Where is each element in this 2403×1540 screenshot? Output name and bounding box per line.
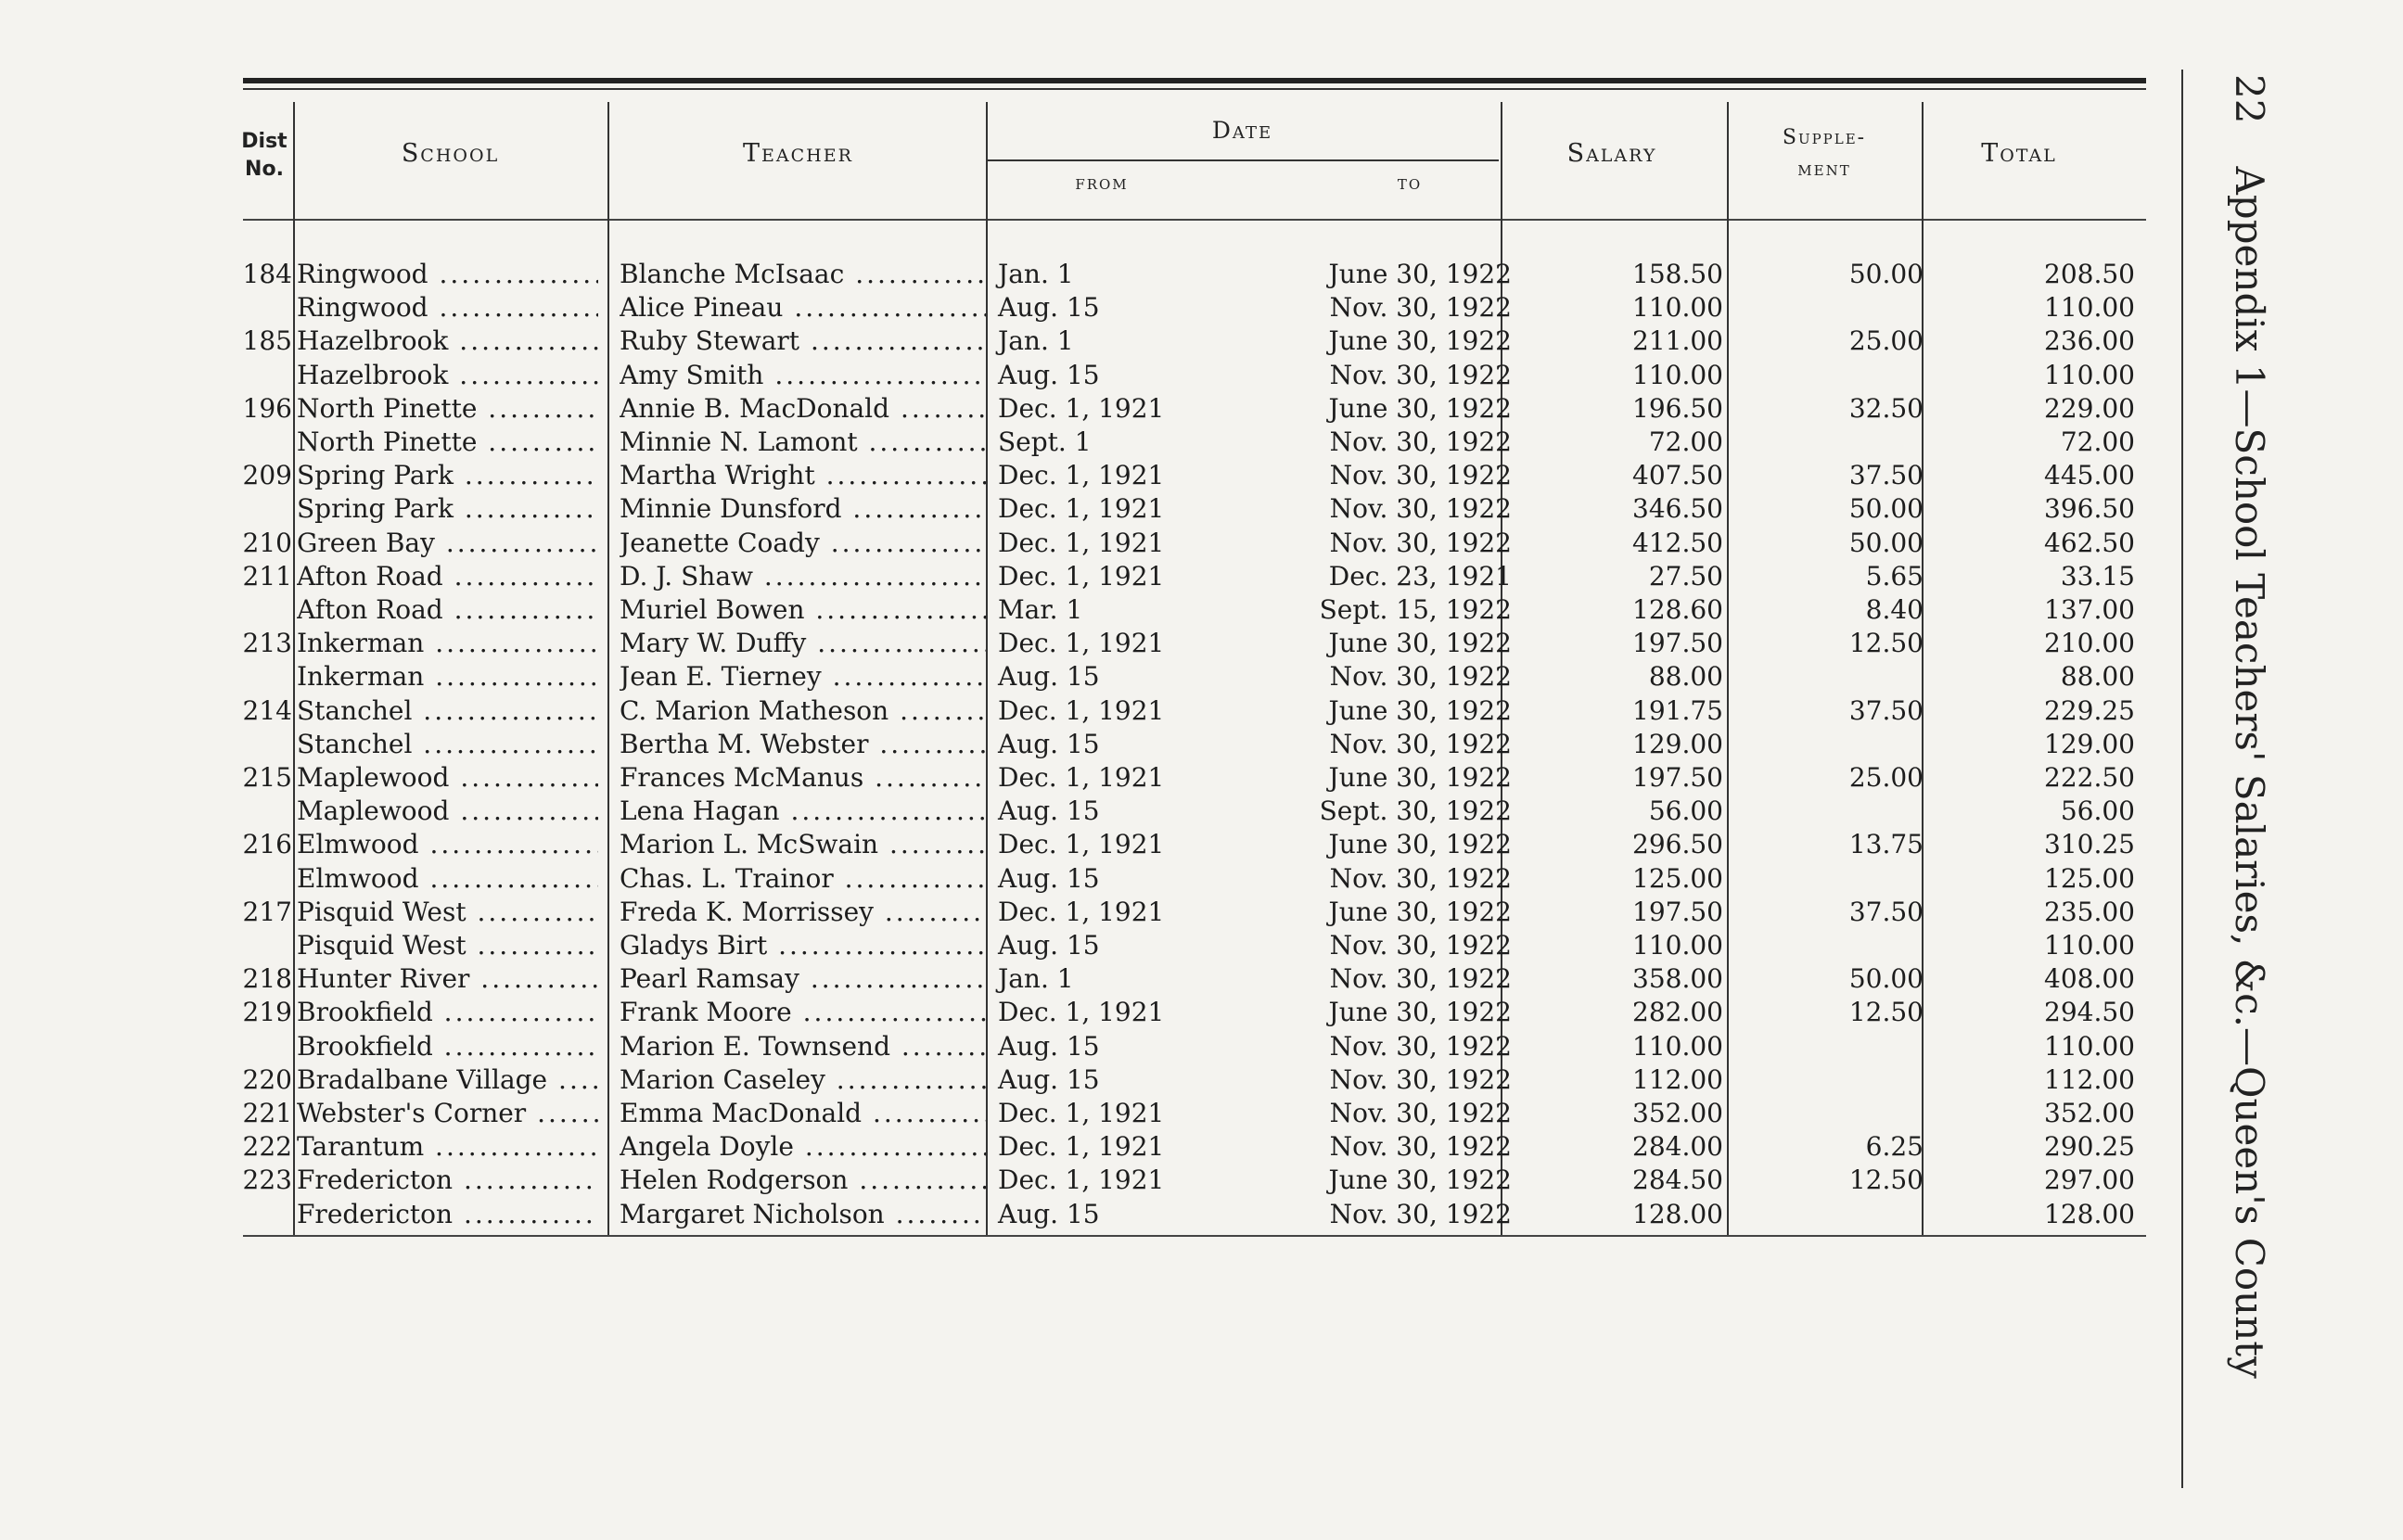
school-cell: Inkerman ..... xyxy=(297,627,598,660)
table-row xyxy=(0,560,2226,593)
total-cell: 128.00 xyxy=(2044,1198,2135,1229)
table-row xyxy=(0,728,2226,761)
school-cell: Tarantum ..... xyxy=(297,1130,598,1164)
total-cell: 229.00 xyxy=(2044,392,2135,424)
salary-cell: 197.50 xyxy=(1632,762,1723,793)
date-from-cell: Dec. 1, 1921 xyxy=(998,1131,1165,1163)
supplement-cell: 13.75 xyxy=(1848,829,1924,860)
total-cell: 294.50 xyxy=(2044,997,2135,1028)
school-cell: North Pinette ..... xyxy=(297,426,598,459)
school-cell: Brookfield ..... xyxy=(297,1030,598,1063)
teacher-cell: Mary W. Duffy ..... xyxy=(620,627,986,660)
total-cell: 290.25 xyxy=(2044,1131,2135,1163)
teacher-cell: Marion Caseley ..... xyxy=(620,1063,986,1097)
salary-cell: 346.50 xyxy=(1632,493,1723,525)
top-thin-rule xyxy=(243,88,2146,90)
date-from-cell: Aug. 15 xyxy=(998,930,1100,961)
supplement-cell: 50.00 xyxy=(1848,493,1924,525)
teacher-cell: Chas. L. Trainor ..... xyxy=(620,862,986,896)
date-to-cell: June 30, 1922 xyxy=(1328,1165,1512,1196)
table-row xyxy=(0,996,2226,1029)
date-to-cell: Nov. 30, 1922 xyxy=(1329,728,1512,759)
total-cell: 229.25 xyxy=(2044,694,2135,726)
date-to-cell: Nov. 30, 1922 xyxy=(1329,1198,1512,1229)
teacher-cell: Pearl Ramsay ..... xyxy=(620,962,986,996)
date-from-cell: Dec. 1, 1921 xyxy=(998,1165,1165,1196)
table-row xyxy=(0,1097,2226,1130)
dist-no-cell: 215 xyxy=(242,762,292,793)
total-cell: 110.00 xyxy=(2044,1030,2135,1062)
teacher-cell: Minnie Dunsford ..... xyxy=(620,492,986,526)
total-cell: 352.00 xyxy=(2044,1098,2135,1128)
salary-cell: 407.50 xyxy=(1632,460,1723,491)
supplement-cell: 50.00 xyxy=(1848,259,1924,289)
supplement-cell: 37.50 xyxy=(1848,694,1924,726)
table-row xyxy=(0,694,2226,728)
header-supplement xyxy=(1727,122,1922,185)
header-to: to xyxy=(1397,172,1423,195)
date-from-cell: Mar. 1 xyxy=(998,594,1083,625)
date-to-cell: Nov. 30, 1922 xyxy=(1329,527,1512,558)
total-cell: 445.00 xyxy=(2044,460,2135,491)
dist-no-cell: 214 xyxy=(242,694,292,726)
supplement-cell: 6.25 xyxy=(1865,1131,1924,1163)
teacher-cell: Ruby Stewart ..... xyxy=(620,325,986,358)
table-row xyxy=(0,359,2226,392)
total-cell: 112.00 xyxy=(2044,1063,2135,1095)
teacher-cell: Margaret Nicholson ..... xyxy=(620,1198,986,1231)
salary-cell: 296.50 xyxy=(1632,829,1723,860)
total-cell: 88.00 xyxy=(2060,661,2135,693)
date-to-cell: Nov. 30, 1922 xyxy=(1329,493,1512,525)
dist-no-cell: 221 xyxy=(242,1098,292,1128)
teacher-cell: Frank Moore ..... xyxy=(620,996,986,1029)
date-to-cell: June 30, 1922 xyxy=(1328,896,1512,927)
table-row xyxy=(0,459,2226,492)
header-bottom-rule xyxy=(243,219,2146,221)
total-cell: 408.00 xyxy=(2044,963,2135,995)
teacher-cell: Angela Doyle ..... xyxy=(620,1130,986,1164)
date-from-cell: Jan. 1 xyxy=(998,963,1074,995)
top-double-rule xyxy=(243,78,2146,83)
dist-no-cell: 220 xyxy=(242,1063,292,1095)
date-from-cell: Aug. 15 xyxy=(998,728,1100,759)
date-from-cell: Aug. 15 xyxy=(998,661,1100,693)
date-to-cell: June 30, 1922 xyxy=(1328,628,1512,659)
teacher-cell: Blanche McIsaac ..... xyxy=(620,258,986,291)
salary-cell: 72.00 xyxy=(1648,426,1723,457)
school-cell: Bradalbane Village ..... xyxy=(297,1063,598,1097)
date-from-cell: Dec. 1, 1921 xyxy=(998,460,1165,491)
total-cell: 297.00 xyxy=(2044,1165,2135,1196)
running-title-text: Appendix 1—School Teachers' Salaries, &c.—Queen's County xyxy=(2227,166,2272,1379)
salary-cell: 110.00 xyxy=(1632,1030,1723,1062)
table-row xyxy=(0,291,2226,325)
dist-no-cell: 217 xyxy=(242,896,292,927)
school-cell: Brookfield ..... xyxy=(297,996,598,1029)
header-supplement-line2: ment xyxy=(1797,158,1851,181)
school-cell: North Pinette ..... xyxy=(297,392,598,426)
salary-cell: 128.60 xyxy=(1632,594,1723,625)
salary-cell: 88.00 xyxy=(1648,661,1723,693)
date-from-cell: Aug. 15 xyxy=(998,795,1100,827)
salary-cell: 211.00 xyxy=(1632,325,1723,357)
date-from-cell: Dec. 1, 1921 xyxy=(998,762,1165,793)
date-from-cell: Dec. 1, 1921 xyxy=(998,1098,1165,1128)
school-cell: Elmwood ..... xyxy=(297,828,598,861)
date-to-cell: June 30, 1922 xyxy=(1328,997,1512,1028)
date-to-cell: June 30, 1922 xyxy=(1328,829,1512,860)
dist-no-cell: 213 xyxy=(242,628,292,659)
table-row xyxy=(0,929,2226,962)
supplement-cell: 12.50 xyxy=(1848,997,1924,1028)
dist-no-cell: 211 xyxy=(242,560,292,592)
teacher-cell: Annie B. MacDonald ..... xyxy=(620,392,986,426)
date-to-cell: Nov. 30, 1922 xyxy=(1329,1030,1512,1062)
salary-cell: 27.50 xyxy=(1648,560,1723,592)
school-cell: Ringwood ..... xyxy=(297,291,598,325)
header-school: School xyxy=(401,139,500,168)
total-cell: 110.00 xyxy=(2044,292,2135,324)
table-row xyxy=(0,962,2226,996)
header-salary: Salary xyxy=(1566,139,1657,168)
school-cell: Stanchel ..... xyxy=(297,728,598,761)
date-to-cell: June 30, 1922 xyxy=(1328,259,1512,289)
supplement-cell: 50.00 xyxy=(1848,963,1924,995)
salary-cell: 352.00 xyxy=(1632,1098,1723,1128)
total-cell: 396.50 xyxy=(2044,493,2135,525)
total-cell: 129.00 xyxy=(2044,728,2135,759)
dist-no-cell: 209 xyxy=(242,460,292,491)
table-row xyxy=(0,660,2226,694)
school-cell: Webster's Corner ..... xyxy=(297,1097,598,1130)
teacher-cell: Marion L. McSwain ..... xyxy=(620,828,986,861)
teacher-cell: Lena Hagan ..... xyxy=(620,795,986,828)
date-from-cell: Dec. 1, 1921 xyxy=(998,829,1165,860)
salary-cell: 284.00 xyxy=(1632,1131,1723,1163)
total-cell: 222.50 xyxy=(2044,762,2135,793)
running-title xyxy=(2221,74,2277,1483)
salary-cell: 191.75 xyxy=(1632,694,1723,726)
teacher-cell: Muriel Bowen ..... xyxy=(620,593,986,627)
date-from-cell: Dec. 1, 1921 xyxy=(998,628,1165,659)
total-cell: 110.00 xyxy=(2044,930,2135,961)
school-cell: Hazelbrook ..... xyxy=(297,325,598,358)
date-to-cell: Nov. 30, 1922 xyxy=(1329,963,1512,995)
dist-no-cell: 219 xyxy=(242,997,292,1028)
teacher-cell: D. J. Shaw ..... xyxy=(620,560,986,593)
school-cell: Green Bay ..... xyxy=(297,527,598,560)
date-from-cell: Dec. 1, 1921 xyxy=(998,997,1165,1028)
date-from-cell: Aug. 15 xyxy=(998,292,1100,324)
dist-no-cell: 223 xyxy=(242,1165,292,1196)
header-from: from xyxy=(1075,172,1129,195)
table-row xyxy=(0,828,2226,861)
dist-no-cell: 218 xyxy=(242,963,292,995)
school-cell: Afton Road ..... xyxy=(297,560,598,593)
date-from-cell: Aug. 15 xyxy=(998,359,1100,390)
school-cell: Maplewood ..... xyxy=(297,795,598,828)
table-row xyxy=(0,527,2226,560)
supplement-cell: 32.50 xyxy=(1848,392,1924,424)
dist-no-cell: 210 xyxy=(242,527,292,558)
supplement-cell: 50.00 xyxy=(1848,527,1924,558)
dist-no-cell: 196 xyxy=(242,392,292,424)
table-row xyxy=(0,862,2226,896)
salary-cell: 284.50 xyxy=(1632,1165,1723,1196)
salary-cell: 129.00 xyxy=(1632,728,1723,759)
table-row xyxy=(0,1130,2226,1164)
total-cell: 33.15 xyxy=(2060,560,2135,592)
date-from-cell: Dec. 1, 1921 xyxy=(998,896,1165,927)
teacher-cell: Alice Pineau ..... xyxy=(620,291,986,325)
date-to-cell: Sept. 30, 1922 xyxy=(1319,795,1512,827)
dist-no-cell: 216 xyxy=(242,829,292,860)
dist-no-cell: 185 xyxy=(242,325,292,357)
total-cell: 72.00 xyxy=(2060,426,2135,457)
teacher-cell: Gladys Birt ..... xyxy=(620,929,986,962)
date-to-cell: Dec. 23, 1921 xyxy=(1328,560,1512,592)
date-from-cell: Aug. 15 xyxy=(998,1198,1100,1229)
date-to-cell: Nov. 30, 1922 xyxy=(1329,862,1512,894)
table-row xyxy=(0,426,2226,459)
school-cell: Fredericton ..... xyxy=(297,1198,598,1231)
school-cell: Stanchel ..... xyxy=(297,694,598,728)
total-cell: 210.00 xyxy=(2044,628,2135,659)
date-to-cell: Sept. 15, 1922 xyxy=(1319,594,1512,625)
total-cell: 235.00 xyxy=(2044,896,2135,927)
table-row xyxy=(0,761,2226,795)
supplement-cell: 25.00 xyxy=(1848,325,1924,357)
table-row xyxy=(0,325,2226,358)
table-row xyxy=(0,392,2226,426)
teacher-cell: Jeanette Coady ..... xyxy=(620,527,986,560)
supplement-cell: 12.50 xyxy=(1848,628,1924,659)
total-cell: 310.25 xyxy=(2044,829,2135,860)
total-cell: 137.00 xyxy=(2044,594,2135,625)
dist-no-cell: 184 xyxy=(242,259,292,289)
date-to-cell: June 30, 1922 xyxy=(1328,762,1512,793)
salary-cell: 56.00 xyxy=(1648,795,1723,827)
table-row xyxy=(0,1164,2226,1197)
supplement-cell: 8.40 xyxy=(1865,594,1924,625)
teacher-cell: Jean E. Tierney ..... xyxy=(620,660,986,694)
header-dist-line1: Dist xyxy=(241,130,288,153)
teacher-cell: C. Marion Matheson ..... xyxy=(620,694,986,728)
table-bottom-rule xyxy=(243,1235,2146,1237)
date-to-cell: June 30, 1922 xyxy=(1328,325,1512,357)
header-teacher: Teacher xyxy=(743,139,853,168)
dist-no-cell: 222 xyxy=(242,1131,292,1163)
date-header-rule xyxy=(986,159,1499,161)
school-cell: Elmwood ..... xyxy=(297,862,598,896)
date-from-cell: Aug. 15 xyxy=(998,1063,1100,1095)
salary-cell: 282.00 xyxy=(1632,997,1723,1028)
school-cell: Hazelbrook ..... xyxy=(297,359,598,392)
teacher-cell: Frances McManus ..... xyxy=(620,761,986,795)
date-from-cell: Dec. 1, 1921 xyxy=(998,560,1165,592)
teacher-cell: Amy Smith ..... xyxy=(620,359,986,392)
table-row xyxy=(0,1198,2226,1231)
table-row xyxy=(0,258,2226,291)
total-cell: 208.50 xyxy=(2044,259,2135,289)
date-to-cell: Nov. 30, 1922 xyxy=(1329,1063,1512,1095)
salary-cell: 196.50 xyxy=(1632,392,1723,424)
teacher-cell: Minnie N. Lamont ..... xyxy=(620,426,986,459)
school-cell: Pisquid West ..... xyxy=(297,896,598,929)
total-cell: 236.00 xyxy=(2044,325,2135,357)
page-number: 22 xyxy=(2227,74,2272,124)
supplement-cell: 25.00 xyxy=(1848,762,1924,793)
date-to-cell: Nov. 30, 1922 xyxy=(1329,426,1512,457)
supplement-cell: 5.65 xyxy=(1865,560,1924,592)
salary-cell: 412.50 xyxy=(1632,527,1723,558)
school-cell: Ringwood ..... xyxy=(297,258,598,291)
date-to-cell: June 30, 1922 xyxy=(1328,694,1512,726)
date-to-cell: Nov. 30, 1922 xyxy=(1329,359,1512,390)
date-to-cell: Nov. 30, 1922 xyxy=(1329,930,1512,961)
header-total: Total xyxy=(1981,139,2057,168)
date-to-cell: June 30, 1922 xyxy=(1328,392,1512,424)
supplement-cell: 37.50 xyxy=(1848,460,1924,491)
table-row xyxy=(0,1063,2226,1097)
header-supplement-line1: Supple- xyxy=(1782,126,1867,149)
salary-cell: 125.00 xyxy=(1632,862,1723,894)
teacher-cell: Helen Rodgerson ..... xyxy=(620,1164,986,1197)
total-cell: 125.00 xyxy=(2044,862,2135,894)
table-row xyxy=(0,627,2226,660)
date-from-cell: Jan. 1 xyxy=(998,325,1074,357)
school-cell: Spring Park ..... xyxy=(297,492,598,526)
teacher-cell: Marion E. Townsend ..... xyxy=(620,1030,986,1063)
school-cell: Maplewood ..... xyxy=(297,761,598,795)
teacher-cell: Martha Wright ..... xyxy=(620,459,986,492)
salary-cell: 197.50 xyxy=(1632,896,1723,927)
date-from-cell: Jan. 1 xyxy=(998,259,1074,289)
date-from-cell: Dec. 1, 1921 xyxy=(998,392,1165,424)
header-date: Date xyxy=(1211,117,1273,144)
total-cell: 110.00 xyxy=(2044,359,2135,390)
date-to-cell: Nov. 30, 1922 xyxy=(1329,1098,1512,1128)
date-from-cell: Dec. 1, 1921 xyxy=(998,694,1165,726)
date-from-cell: Dec. 1, 1921 xyxy=(998,527,1165,558)
salary-cell: 358.00 xyxy=(1632,963,1723,995)
supplement-cell: 37.50 xyxy=(1848,896,1924,927)
table-row xyxy=(0,1030,2226,1063)
school-cell: Pisquid West ..... xyxy=(297,929,598,962)
header-dist-line2: No. xyxy=(245,158,284,181)
teacher-cell: Emma MacDonald ..... xyxy=(620,1097,986,1130)
school-cell: Inkerman ..... xyxy=(297,660,598,694)
date-to-cell: Nov. 30, 1922 xyxy=(1329,292,1512,324)
date-to-cell: Nov. 30, 1922 xyxy=(1329,460,1512,491)
table-row xyxy=(0,593,2226,627)
salary-cell: 197.50 xyxy=(1632,628,1723,659)
school-cell: Hunter River ..... xyxy=(297,962,598,996)
school-cell: Afton Road ..... xyxy=(297,593,598,627)
total-cell: 462.50 xyxy=(2044,527,2135,558)
school-cell: Fredericton ..... xyxy=(297,1164,598,1197)
salary-cell: 158.50 xyxy=(1632,259,1723,289)
header-dist-no xyxy=(232,128,297,184)
total-cell: 56.00 xyxy=(2060,795,2135,827)
date-from-cell: Aug. 15 xyxy=(998,862,1100,894)
salary-cell: 128.00 xyxy=(1632,1198,1723,1229)
date-from-cell: Dec. 1, 1921 xyxy=(998,493,1165,525)
table-row xyxy=(0,795,2226,828)
salary-cell: 110.00 xyxy=(1632,930,1723,961)
supplement-cell: 12.50 xyxy=(1848,1165,1924,1196)
date-from-cell: Sept. 1 xyxy=(998,426,1092,457)
teacher-cell: Bertha M. Webster ..... xyxy=(620,728,986,761)
date-to-cell: Nov. 30, 1922 xyxy=(1329,661,1512,693)
school-cell: Spring Park ..... xyxy=(297,459,598,492)
salary-cell: 112.00 xyxy=(1632,1063,1723,1095)
salary-cell: 110.00 xyxy=(1632,359,1723,390)
salary-cell: 110.00 xyxy=(1632,292,1723,324)
table-row xyxy=(0,896,2226,929)
date-from-cell: Aug. 15 xyxy=(998,1030,1100,1062)
date-to-cell: Nov. 30, 1922 xyxy=(1329,1131,1512,1163)
teacher-cell: Freda K. Morrissey ..... xyxy=(620,896,986,929)
table-row xyxy=(0,492,2226,526)
